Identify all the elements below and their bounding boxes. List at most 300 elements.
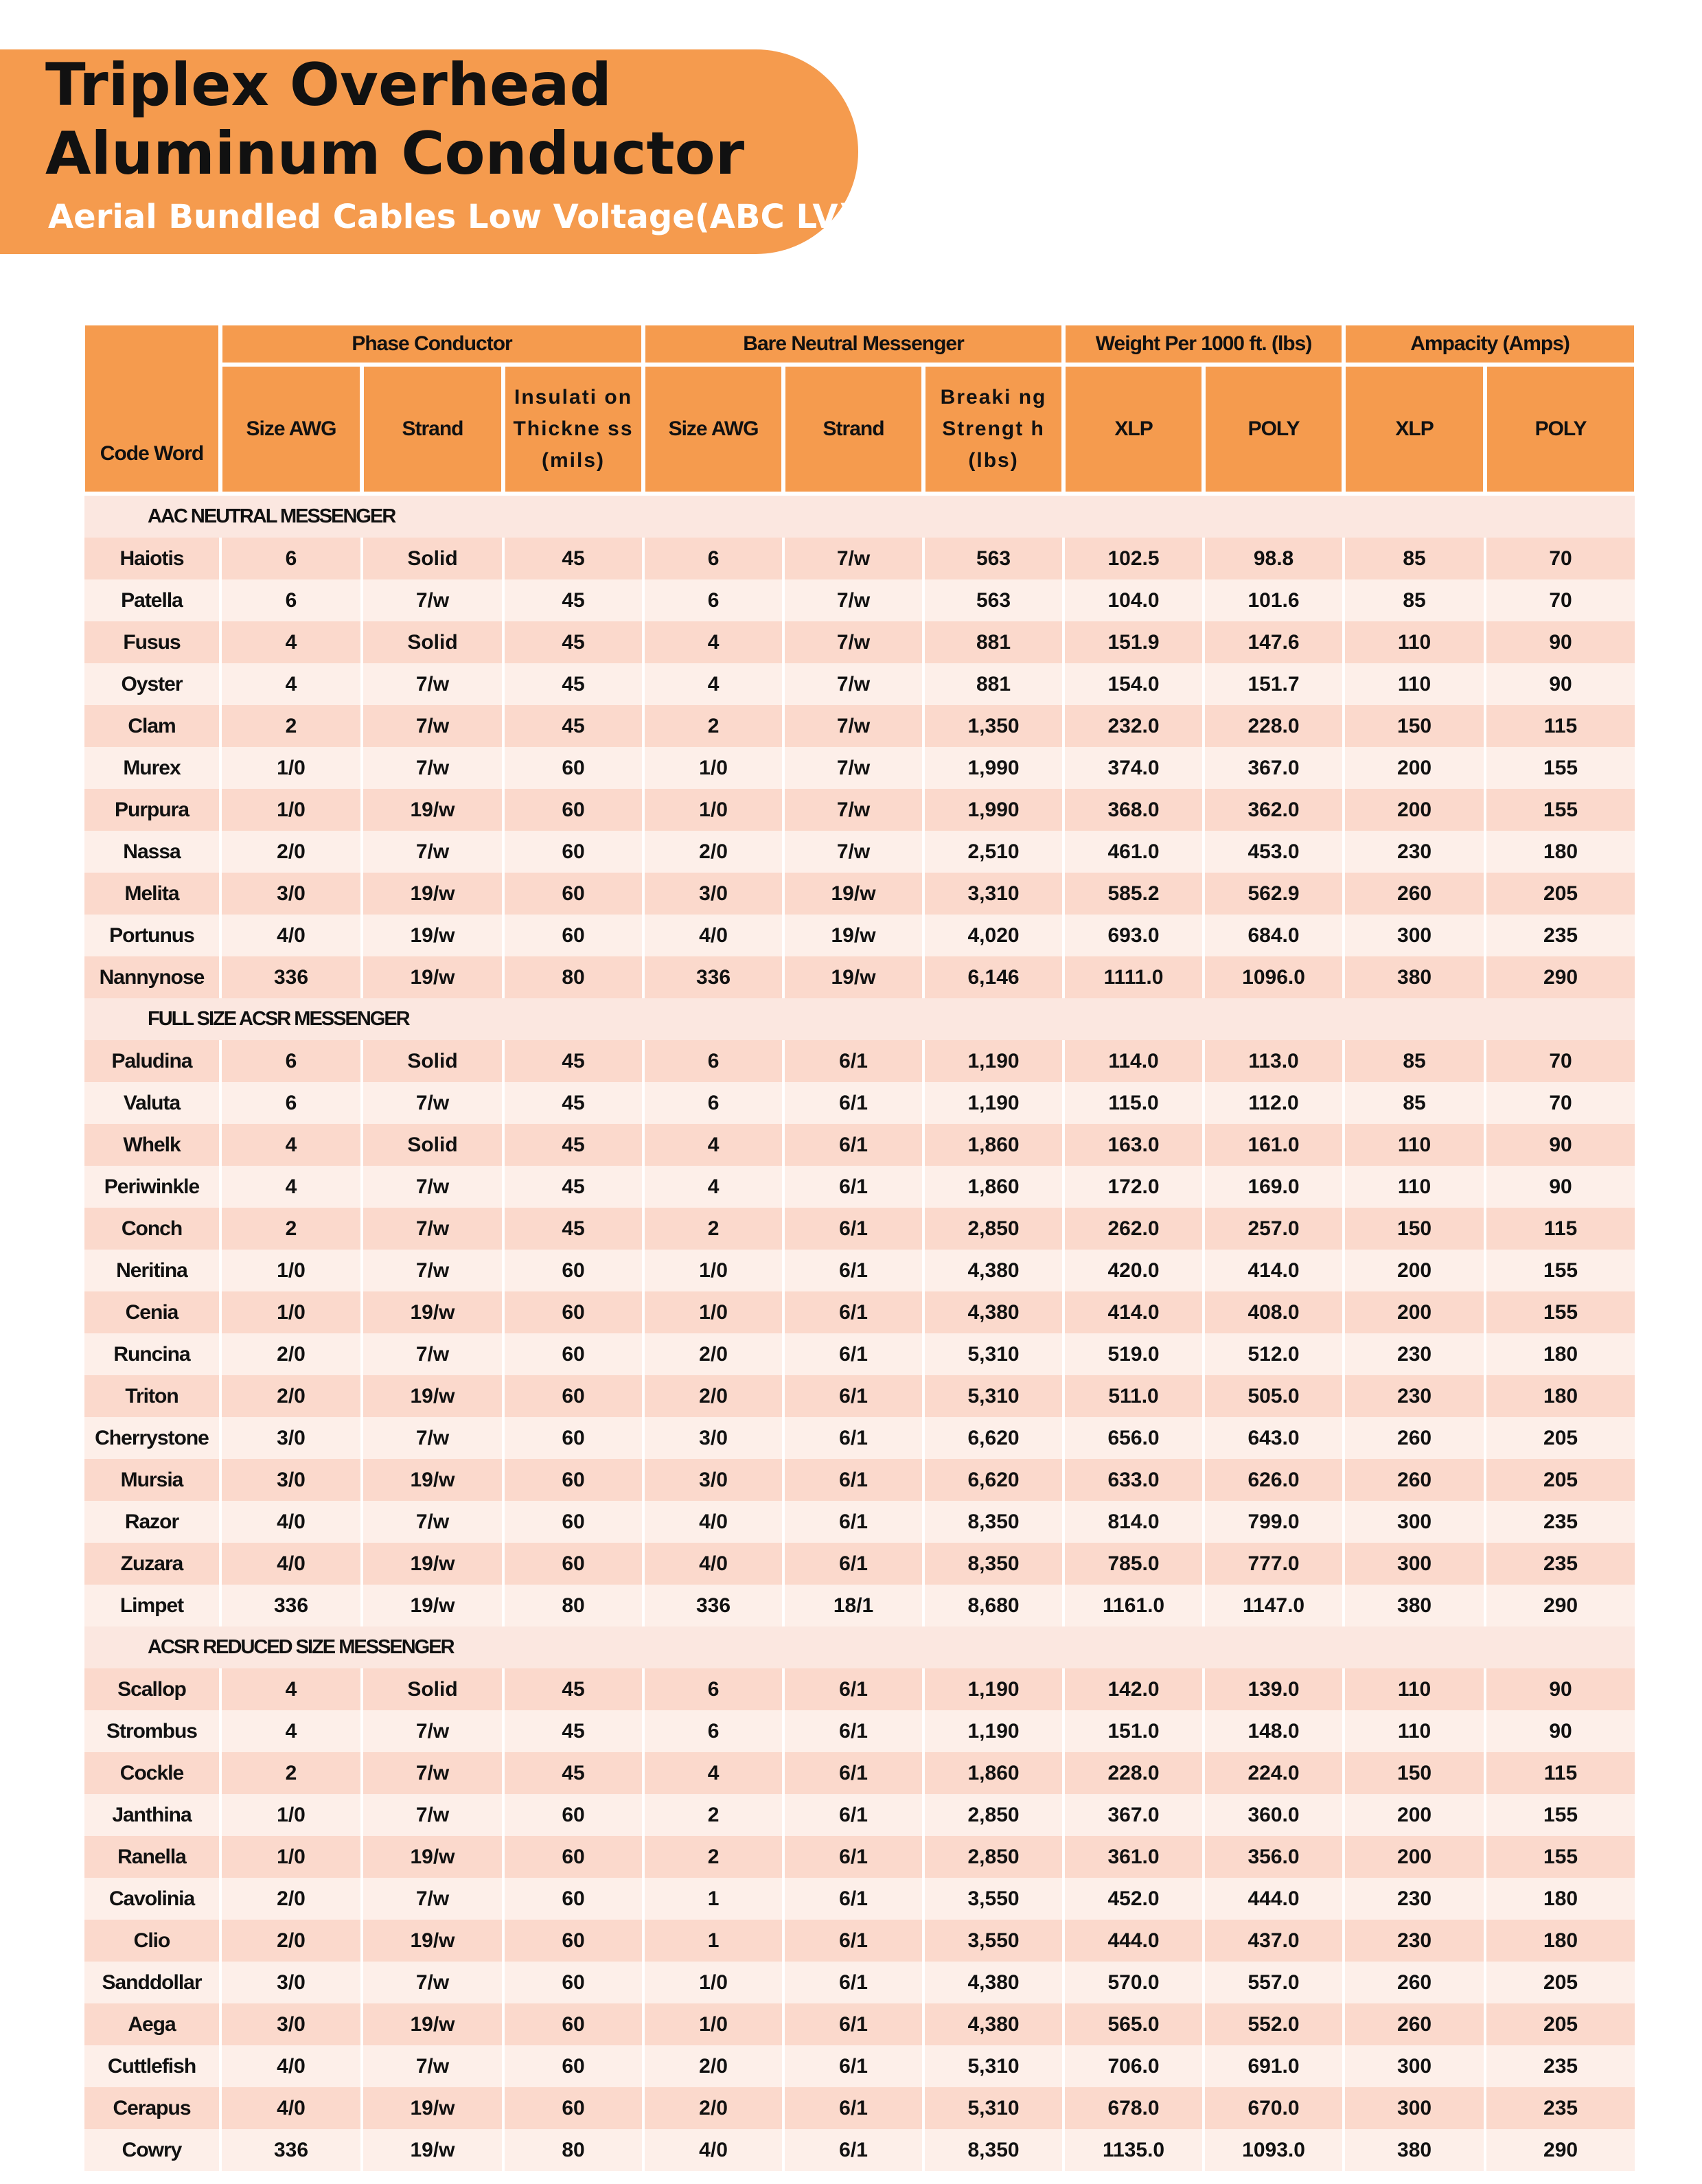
cell-phase-strand: 19/w: [362, 2087, 503, 2129]
cell-ampacity-poly: 235: [1485, 1501, 1636, 1543]
cell-neutral-strand: 6/1: [783, 1208, 923, 1250]
cell-phase-size: 6: [220, 579, 362, 621]
table-row: [83, 621, 1636, 663]
cell-neutral-strand: 6/1: [783, 1291, 923, 1333]
cell-weight-xlp: 151.9: [1063, 621, 1204, 663]
cell-neutral-strand: 7/w: [783, 789, 923, 831]
cell-phase-size: 4: [220, 1124, 362, 1166]
header-group-weight: Weight Per 1000 ft. (lbs): [1063, 323, 1344, 365]
page-subtitle: Aerial Bundled Cables Low Voltage(ABC LV): [48, 198, 853, 236]
table-row: [83, 956, 1636, 998]
cell-ampacity-xlp: 380: [1344, 956, 1485, 998]
cell-weight-xlp: 585.2: [1063, 873, 1204, 915]
cell-ampacity-poly: 180: [1485, 1375, 1636, 1417]
cell-code-word: Whelk: [83, 1124, 220, 1166]
cell-phase-size: 4/0: [220, 915, 362, 956]
cell-phase-strand: 19/w: [362, 2003, 503, 2045]
cell-breaking-strength: 6,620: [923, 1417, 1063, 1459]
cell-code-word: Oyster: [83, 663, 220, 705]
table-row: [83, 2045, 1636, 2087]
cell-breaking-strength: 8,680: [923, 1585, 1063, 1626]
cell-weight-poly: 777.0: [1204, 1543, 1344, 1585]
table-row: [83, 1291, 1636, 1333]
cell-phase-strand: 7/w: [362, 663, 503, 705]
cell-code-word: Portunus: [83, 915, 220, 956]
cell-weight-xlp: 656.0: [1063, 1417, 1204, 1459]
cell-breaking-strength: 3,550: [923, 1878, 1063, 1920]
cell-weight-xlp: 706.0: [1063, 2045, 1204, 2087]
cell-neutral-strand: 6/1: [783, 1459, 923, 1501]
cell-neutral-size: 2/0: [643, 1333, 783, 1375]
header-ampacity-xlp: XLP: [1344, 365, 1485, 494]
cell-phase-size: 1/0: [220, 789, 362, 831]
table-row: [83, 1878, 1636, 1920]
cell-neutral-size: 1: [643, 1878, 783, 1920]
cell-ampacity-poly: 90: [1485, 1710, 1636, 1752]
cell-ampacity-xlp: 260: [1344, 1962, 1485, 2003]
cell-weight-poly: 169.0: [1204, 1166, 1344, 1208]
cell-ampacity-xlp: 110: [1344, 621, 1485, 663]
cell-ampacity-xlp: 85: [1344, 579, 1485, 621]
cell-insulation-thickness: 60: [503, 2087, 643, 2129]
cell-neutral-size: 2: [643, 705, 783, 747]
cell-insulation-thickness: 45: [503, 1166, 643, 1208]
section-row: [83, 998, 1636, 1040]
table-row: [83, 1794, 1636, 1836]
cell-ampacity-xlp: 150: [1344, 705, 1485, 747]
cell-neutral-size: 2/0: [643, 1375, 783, 1417]
table-row: [83, 915, 1636, 956]
cell-insulation-thickness: 80: [503, 2129, 643, 2171]
cell-weight-xlp: 461.0: [1063, 831, 1204, 873]
cell-weight-xlp: 232.0: [1063, 705, 1204, 747]
cell-neutral-strand: 6/1: [783, 1920, 923, 1962]
cell-ampacity-poly: 290: [1485, 1585, 1636, 1626]
cell-ampacity-xlp: 150: [1344, 1752, 1485, 1794]
table-row: [83, 1752, 1636, 1794]
cell-ampacity-xlp: 85: [1344, 1082, 1485, 1124]
cell-phase-strand: Solid: [362, 1668, 503, 1710]
cell-insulation-thickness: 45: [503, 1124, 643, 1166]
table-row: [83, 1501, 1636, 1543]
cell-phase-size: 2: [220, 1208, 362, 1250]
cell-insulation-thickness: 60: [503, 1920, 643, 1962]
cell-neutral-size: 2/0: [643, 831, 783, 873]
header-code-word: Code Word: [83, 323, 220, 494]
cell-phase-size: 4: [220, 663, 362, 705]
section-title: FULL SIZE ACSR MESSENGER: [83, 998, 1636, 1040]
cell-neutral-size: 3/0: [643, 1417, 783, 1459]
cell-weight-xlp: 678.0: [1063, 2087, 1204, 2129]
cell-ampacity-poly: 70: [1485, 1040, 1636, 1082]
header-group-phase-conductor: Phase Conductor: [220, 323, 643, 365]
cell-insulation-thickness: 60: [503, 1543, 643, 1585]
cell-ampacity-xlp: 300: [1344, 1543, 1485, 1585]
cell-phase-strand: 7/w: [362, 1166, 503, 1208]
table-header: [83, 323, 1636, 494]
table-row: [83, 705, 1636, 747]
cell-weight-xlp: 114.0: [1063, 1040, 1204, 1082]
cell-neutral-size: 336: [643, 1585, 783, 1626]
cell-phase-strand: 19/w: [362, 1291, 503, 1333]
cell-neutral-size: 1/0: [643, 747, 783, 789]
cell-breaking-strength: 1,860: [923, 1124, 1063, 1166]
cell-weight-poly: 552.0: [1204, 2003, 1344, 2045]
cell-phase-size: 4/0: [220, 1543, 362, 1585]
cell-phase-strand: 19/w: [362, 1836, 503, 1878]
table-row: [83, 1920, 1636, 1962]
cell-ampacity-xlp: 200: [1344, 747, 1485, 789]
cell-phase-strand: 7/w: [362, 1878, 503, 1920]
cell-phase-size: 4/0: [220, 1501, 362, 1543]
cell-breaking-strength: 3,550: [923, 1920, 1063, 1962]
header-ampacity-poly: POLY: [1485, 365, 1636, 494]
cell-phase-strand: 19/w: [362, 1585, 503, 1626]
cell-phase-size: 336: [220, 2129, 362, 2171]
table-row: [83, 747, 1636, 789]
cell-insulation-thickness: 60: [503, 1501, 643, 1543]
cell-code-word: Haiotis: [83, 538, 220, 579]
cell-ampacity-xlp: 110: [1344, 1668, 1485, 1710]
header-phase-strand: Strand: [362, 365, 503, 494]
cell-breaking-strength: 1,190: [923, 1668, 1063, 1710]
cell-ampacity-xlp: 300: [1344, 2045, 1485, 2087]
cell-weight-xlp: 368.0: [1063, 789, 1204, 831]
table-row: [83, 2087, 1636, 2129]
cell-weight-poly: 101.6: [1204, 579, 1344, 621]
cell-neutral-strand: 7/w: [783, 621, 923, 663]
cell-weight-poly: 360.0: [1204, 1794, 1344, 1836]
cell-breaking-strength: 2,850: [923, 1836, 1063, 1878]
cell-code-word: Nannynose: [83, 956, 220, 998]
cell-ampacity-poly: 90: [1485, 1166, 1636, 1208]
cell-ampacity-poly: 90: [1485, 1668, 1636, 1710]
cell-neutral-size: 4: [643, 663, 783, 705]
header-insulation-thickness: Insulati on Thickne ss (mils): [503, 365, 643, 494]
cell-neutral-size: 1/0: [643, 789, 783, 831]
cell-code-word: Limpet: [83, 1585, 220, 1626]
cell-insulation-thickness: 45: [503, 1208, 643, 1250]
cell-weight-xlp: 154.0: [1063, 663, 1204, 705]
cell-phase-size: 2/0: [220, 1920, 362, 1962]
cell-phase-size: 6: [220, 1082, 362, 1124]
cell-phase-strand: 7/w: [362, 747, 503, 789]
cell-weight-xlp: 374.0: [1063, 747, 1204, 789]
cell-neutral-size: 1/0: [643, 2003, 783, 2045]
cell-neutral-strand: 6/1: [783, 1166, 923, 1208]
cell-insulation-thickness: 60: [503, 831, 643, 873]
section-row: [83, 1626, 1636, 1668]
cell-neutral-size: 6: [643, 1710, 783, 1752]
cell-ampacity-xlp: 260: [1344, 873, 1485, 915]
cell-ampacity-xlp: 200: [1344, 1250, 1485, 1291]
cell-neutral-strand: 19/w: [783, 956, 923, 998]
cell-code-word: Razor: [83, 1501, 220, 1543]
cell-neutral-strand: 19/w: [783, 915, 923, 956]
cell-neutral-strand: 6/1: [783, 1333, 923, 1375]
cell-ampacity-xlp: 230: [1344, 831, 1485, 873]
cell-code-word: Melita: [83, 873, 220, 915]
cell-ampacity-xlp: 85: [1344, 1040, 1485, 1082]
cell-ampacity-poly: 180: [1485, 1920, 1636, 1962]
cell-breaking-strength: 6,620: [923, 1459, 1063, 1501]
cell-breaking-strength: 1,990: [923, 747, 1063, 789]
cell-neutral-strand: 6/1: [783, 2003, 923, 2045]
cell-neutral-strand: 6/1: [783, 1501, 923, 1543]
cell-neutral-size: 2/0: [643, 2087, 783, 2129]
cell-weight-xlp: 228.0: [1063, 1752, 1204, 1794]
cell-phase-strand: 7/w: [362, 705, 503, 747]
cell-insulation-thickness: 45: [503, 579, 643, 621]
cell-ampacity-xlp: 230: [1344, 1920, 1485, 1962]
cell-ampacity-poly: 155: [1485, 1291, 1636, 1333]
cell-ampacity-xlp: 380: [1344, 2129, 1485, 2171]
cell-weight-xlp: 367.0: [1063, 1794, 1204, 1836]
cell-phase-size: 2/0: [220, 1375, 362, 1417]
cell-breaking-strength: 5,310: [923, 2087, 1063, 2129]
cell-weight-poly: 1096.0: [1204, 956, 1344, 998]
cell-weight-poly: 505.0: [1204, 1375, 1344, 1417]
header-weight-poly: POLY: [1204, 365, 1344, 494]
cell-insulation-thickness: 45: [503, 621, 643, 663]
cell-insulation-thickness: 60: [503, 1291, 643, 1333]
cell-neutral-size: 1/0: [643, 1962, 783, 2003]
cell-insulation-thickness: 60: [503, 1459, 643, 1501]
section-title: ACSR REDUCED SIZE MESSENGER: [83, 1626, 1636, 1668]
cell-neutral-strand: 6/1: [783, 1417, 923, 1459]
table-row: [83, 1585, 1636, 1626]
table-row: [83, 663, 1636, 705]
cell-neutral-strand: 7/w: [783, 831, 923, 873]
table-row: [83, 1124, 1636, 1166]
table-row: [83, 1836, 1636, 1878]
cell-insulation-thickness: 60: [503, 2003, 643, 2045]
cell-breaking-strength: 4,380: [923, 2003, 1063, 2045]
cell-ampacity-poly: 155: [1485, 1250, 1636, 1291]
cell-code-word: Patella: [83, 579, 220, 621]
cell-ampacity-xlp: 230: [1344, 1375, 1485, 1417]
cell-ampacity-poly: 90: [1485, 663, 1636, 705]
table-row: [83, 1710, 1636, 1752]
cell-phase-strand: 7/w: [362, 1250, 503, 1291]
cell-neutral-size: 6: [643, 1040, 783, 1082]
cell-ampacity-poly: 235: [1485, 2087, 1636, 2129]
table-row: [83, 2003, 1636, 2045]
cell-phase-size: 4: [220, 1166, 362, 1208]
cell-code-word: Cockle: [83, 1752, 220, 1794]
cell-ampacity-xlp: 230: [1344, 1878, 1485, 1920]
cell-neutral-strand: 6/1: [783, 1250, 923, 1291]
cell-weight-poly: 626.0: [1204, 1459, 1344, 1501]
cell-phase-strand: 7/w: [362, 1417, 503, 1459]
table-row: [83, 831, 1636, 873]
cell-phase-size: 1/0: [220, 1291, 362, 1333]
table-row: [83, 789, 1636, 831]
cell-neutral-strand: 7/w: [783, 705, 923, 747]
cell-breaking-strength: 2,850: [923, 1208, 1063, 1250]
cell-neutral-strand: 6/1: [783, 2045, 923, 2087]
table-row: [83, 1375, 1636, 1417]
page-title: [45, 51, 744, 188]
cell-insulation-thickness: 60: [503, 1836, 643, 1878]
cell-phase-strand: Solid: [362, 538, 503, 579]
cell-neutral-strand: 6/1: [783, 1836, 923, 1878]
cell-weight-poly: 139.0: [1204, 1668, 1344, 1710]
cell-weight-xlp: 1135.0: [1063, 2129, 1204, 2171]
cell-breaking-strength: 5,310: [923, 1375, 1063, 1417]
cell-neutral-size: 1: [643, 1920, 783, 1962]
cell-weight-xlp: 693.0: [1063, 915, 1204, 956]
cell-weight-poly: 112.0: [1204, 1082, 1344, 1124]
cell-weight-poly: 444.0: [1204, 1878, 1344, 1920]
cell-weight-xlp: 511.0: [1063, 1375, 1204, 1417]
cell-ampacity-poly: 290: [1485, 956, 1636, 998]
cell-phase-strand: 19/w: [362, 1920, 503, 1962]
cell-code-word: Purpura: [83, 789, 220, 831]
cell-code-word: Cerapus: [83, 2087, 220, 2129]
cell-neutral-strand: 7/w: [783, 538, 923, 579]
cell-phase-size: 2/0: [220, 1878, 362, 1920]
table-row: [83, 579, 1636, 621]
cell-neutral-size: 2: [643, 1208, 783, 1250]
cell-ampacity-poly: 90: [1485, 621, 1636, 663]
cell-insulation-thickness: 80: [503, 1585, 643, 1626]
cell-breaking-strength: 8,350: [923, 1501, 1063, 1543]
table-row: [83, 1082, 1636, 1124]
cell-ampacity-xlp: 300: [1344, 915, 1485, 956]
cell-ampacity-poly: 205: [1485, 2003, 1636, 2045]
cell-neutral-size: 4: [643, 1752, 783, 1794]
cell-ampacity-xlp: 260: [1344, 1459, 1485, 1501]
cell-weight-poly: 643.0: [1204, 1417, 1344, 1459]
table-row: [83, 1040, 1636, 1082]
table-row: [83, 1208, 1636, 1250]
cell-ampacity-poly: 180: [1485, 1878, 1636, 1920]
cell-breaking-strength: 6,146: [923, 956, 1063, 998]
spec-table: [81, 321, 1638, 2171]
cell-ampacity-poly: 155: [1485, 1794, 1636, 1836]
cell-weight-xlp: 163.0: [1063, 1124, 1204, 1166]
cell-breaking-strength: 1,190: [923, 1082, 1063, 1124]
cell-breaking-strength: 1,190: [923, 1040, 1063, 1082]
table-row: [83, 1417, 1636, 1459]
cell-insulation-thickness: 45: [503, 1710, 643, 1752]
cell-weight-xlp: 361.0: [1063, 1836, 1204, 1878]
table-row: [83, 1333, 1636, 1375]
cell-code-word: Cuttlefish: [83, 2045, 220, 2087]
cell-weight-xlp: 452.0: [1063, 1878, 1204, 1920]
cell-phase-strand: 7/w: [362, 2045, 503, 2087]
cell-weight-xlp: 142.0: [1063, 1668, 1204, 1710]
cell-weight-poly: 670.0: [1204, 2087, 1344, 2129]
header-neutral-size: Size AWG: [643, 365, 783, 494]
cell-ampacity-xlp: 260: [1344, 2003, 1485, 2045]
header-neutral-strand: Strand: [783, 365, 923, 494]
cell-ampacity-xlp: 110: [1344, 1166, 1485, 1208]
cell-neutral-strand: 19/w: [783, 873, 923, 915]
cell-weight-poly: 362.0: [1204, 789, 1344, 831]
cell-phase-size: 336: [220, 956, 362, 998]
cell-phase-strand: 7/w: [362, 1333, 503, 1375]
cell-breaking-strength: 4,380: [923, 1962, 1063, 2003]
cell-breaking-strength: 1,990: [923, 789, 1063, 831]
cell-ampacity-poly: 205: [1485, 1962, 1636, 2003]
cell-weight-poly: 367.0: [1204, 747, 1344, 789]
cell-phase-size: 3/0: [220, 873, 362, 915]
cell-breaking-strength: 881: [923, 621, 1063, 663]
cell-neutral-strand: 6/1: [783, 1962, 923, 2003]
cell-phase-strand: Solid: [362, 621, 503, 663]
cell-neutral-size: 4: [643, 1166, 783, 1208]
cell-weight-xlp: 1111.0: [1063, 956, 1204, 998]
cell-neutral-size: 2: [643, 1794, 783, 1836]
cell-weight-xlp: 444.0: [1063, 1920, 1204, 1962]
cell-weight-xlp: 565.0: [1063, 2003, 1204, 2045]
cell-insulation-thickness: 60: [503, 1962, 643, 2003]
section-title: AAC NEUTRAL MESSENGER: [83, 494, 1636, 538]
cell-ampacity-xlp: 230: [1344, 1333, 1485, 1375]
cell-phase-strand: 19/w: [362, 1543, 503, 1585]
cell-weight-xlp: 414.0: [1063, 1291, 1204, 1333]
cell-ampacity-xlp: 200: [1344, 789, 1485, 831]
cell-neutral-strand: 6/1: [783, 1543, 923, 1585]
cell-phase-strand: Solid: [362, 1124, 503, 1166]
cell-ampacity-poly: 70: [1485, 538, 1636, 579]
cell-weight-poly: 691.0: [1204, 2045, 1344, 2087]
cell-breaking-strength: 4,020: [923, 915, 1063, 956]
cell-ampacity-poly: 155: [1485, 789, 1636, 831]
table-row: [83, 1166, 1636, 1208]
cell-phase-size: 336: [220, 1585, 362, 1626]
cell-weight-poly: 437.0: [1204, 1920, 1344, 1962]
cell-weight-poly: 257.0: [1204, 1208, 1344, 1250]
cell-insulation-thickness: 60: [503, 915, 643, 956]
cell-ampacity-xlp: 300: [1344, 1501, 1485, 1543]
cell-phase-size: 1/0: [220, 747, 362, 789]
cell-phase-size: 3/0: [220, 1459, 362, 1501]
table-row: [83, 1459, 1636, 1501]
cell-insulation-thickness: 45: [503, 1082, 643, 1124]
cell-weight-xlp: 785.0: [1063, 1543, 1204, 1585]
cell-neutral-strand: 6/1: [783, 1794, 923, 1836]
cell-phase-strand: 7/w: [362, 1962, 503, 2003]
cell-code-word: Sanddollar: [83, 1962, 220, 2003]
cell-breaking-strength: 4,380: [923, 1291, 1063, 1333]
cell-weight-xlp: 172.0: [1063, 1166, 1204, 1208]
cell-phase-size: 2: [220, 1752, 362, 1794]
cell-weight-poly: 408.0: [1204, 1291, 1344, 1333]
cell-phase-strand: 7/w: [362, 831, 503, 873]
cell-code-word: Paludina: [83, 1040, 220, 1082]
cell-insulation-thickness: 80: [503, 956, 643, 998]
cell-phase-size: 4/0: [220, 2045, 362, 2087]
header-group-ampacity: Ampacity (Amps): [1344, 323, 1636, 365]
cell-ampacity-poly: 205: [1485, 1459, 1636, 1501]
cell-phase-strand: 19/w: [362, 1375, 503, 1417]
cell-breaking-strength: 1,860: [923, 1166, 1063, 1208]
cell-breaking-strength: 2,510: [923, 831, 1063, 873]
section-row: [83, 494, 1636, 538]
table-row: [83, 873, 1636, 915]
cell-weight-poly: 148.0: [1204, 1710, 1344, 1752]
cell-phase-strand: 7/w: [362, 579, 503, 621]
cell-breaking-strength: 1,350: [923, 705, 1063, 747]
cell-neutral-strand: 18/1: [783, 1585, 923, 1626]
cell-weight-xlp: 1161.0: [1063, 1585, 1204, 1626]
cell-weight-poly: 228.0: [1204, 705, 1344, 747]
cell-weight-poly: 799.0: [1204, 1501, 1344, 1543]
cell-code-word: Cowry: [83, 2129, 220, 2171]
